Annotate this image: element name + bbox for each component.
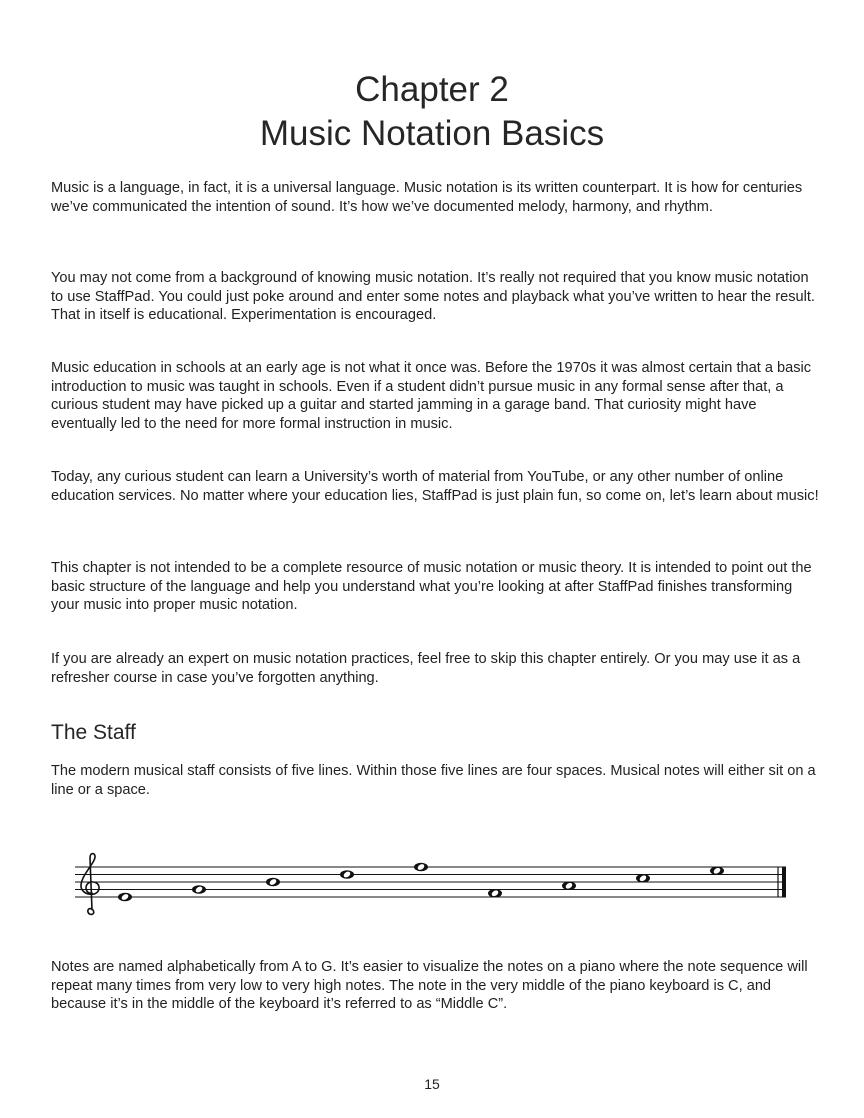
whole-note-e bbox=[118, 893, 132, 902]
treble-clef-icon bbox=[81, 854, 99, 915]
intro-paragraph-2: You may not come from a background of knowing music notation. It’s really not required that you know music notation to use StaffPad. You could just poke around and enter some notes and playback what you’ve written to hear the result. That in itself is educational. Experimentation is encouraged. bbox=[51, 270, 815, 324]
section-heading: The Staff bbox=[51, 721, 136, 744]
note-names-paragraph: Notes are named alphabetically from A to G. It’s easier to visualize the notes on a piano where the note sequence will repeat many times from very low to very high notes. The note in the very middle of the piano keyboard is C, and because it’s in the middle of the keyboard it’s referred to as “Middle C”. bbox=[51, 959, 808, 1013]
whole-note-d bbox=[340, 870, 354, 879]
staff-paragraph: The modern musical staff consists of five lines. Within those five lines are four spaces. Musical notes will either sit on a line or a space. bbox=[51, 763, 816, 798]
whole-note-e bbox=[710, 866, 724, 875]
intro-paragraph-1: Music is a language, in fact, it is a universal language. Music notation is its written counterpart. It is how for centuries we’ve communicated the intention of sound. It’s how we’ve documented melody, harmony, and rhythm. bbox=[51, 180, 803, 215]
whole-note-a bbox=[562, 881, 576, 890]
staff-example-figure bbox=[60, 840, 800, 920]
whole-note-f bbox=[488, 889, 502, 898]
intro-paragraph-5: This chapter is not intended to be a complete resource of music notation or music theory. It is intended to point out the basic structure of the language and help you understand what you’re looking at after StaffPad finishes transforming your music into proper music notation. bbox=[51, 560, 812, 614]
staff-lines bbox=[75, 867, 786, 897]
page-number: 15 bbox=[424, 1076, 440, 1092]
intro-paragraph-4: Today, any curious student can learn a University’s worth of material from YouTube, or any other number of online education services. No matter where your education lies, StaffPad is just plain fun, so come on, let’s learn about music! bbox=[51, 469, 819, 504]
whole-note-g bbox=[192, 885, 206, 894]
intro-paragraph-6: If you are already an expert on music notation practices, feel free to skip this chapter entirely. Or you may use it as a refresher course in case you’ve forgotten anything. bbox=[51, 651, 801, 686]
chapter-title: Music Notation Basics bbox=[259, 114, 605, 153]
whole-note-c bbox=[636, 874, 650, 883]
intro-paragraph-3: Music education in schools at an early age is not what it once was. Before the 1970s it was almost certain that a basic introduction to music was taught in schools. Even if a student didn’t pursue music in any formal sense after that, a curious student may have picked up a guitar and started jamming in a garage band. That curiosity might have eventually led to the need for more formal instruction in music. bbox=[51, 360, 812, 433]
whole-note-b bbox=[266, 878, 280, 887]
whole-note-f bbox=[414, 863, 428, 872]
chapter-number: Chapter 2 bbox=[355, 70, 509, 109]
